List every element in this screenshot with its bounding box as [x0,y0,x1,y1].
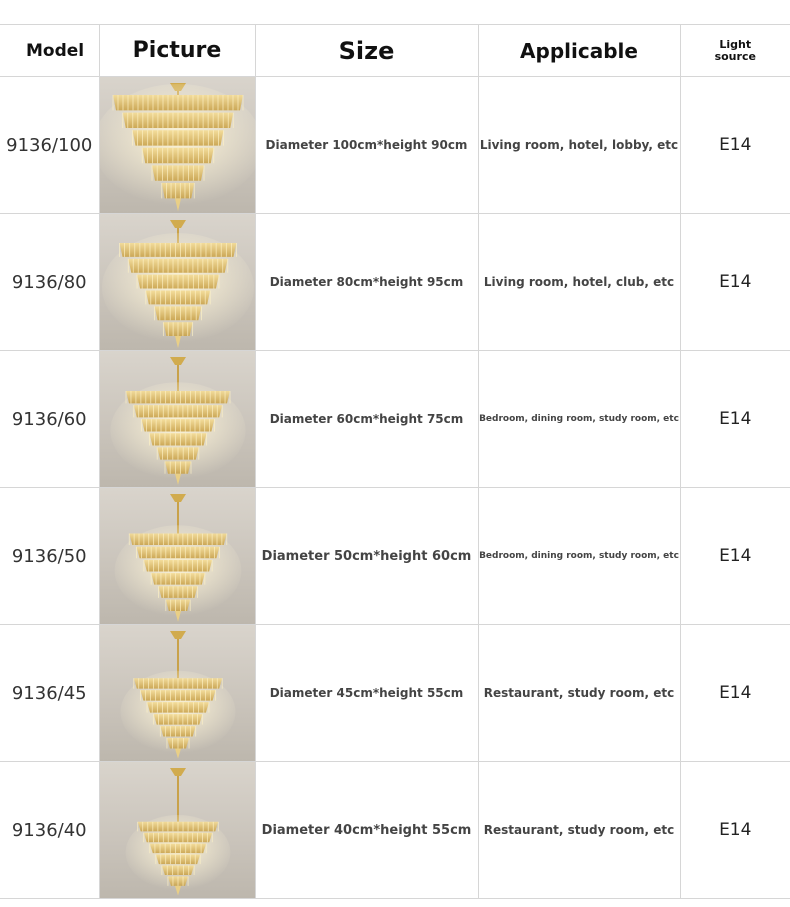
applicable-cell: Bedroom, dining room, study room, etc [478,351,680,488]
size-cell: Diameter 45cm*height 55cm [255,625,478,762]
header-applicable: Applicable [478,25,680,77]
header-light-source-line1: Light [719,37,752,51]
model-cell: 9136/100 [0,77,99,214]
model-cell: 9136/80 [0,214,99,351]
model-cell: 9136/60 [0,351,99,488]
spec-table [0,24,790,899]
size-cell: Diameter 80cm*height 95cm [255,214,478,351]
table-row [0,762,790,899]
picture-cell [99,351,255,488]
table-row [0,77,790,214]
crystal-chandelier-icon [100,762,256,898]
header-model: Model [0,25,99,77]
header-row [0,25,790,77]
light-source-cell: E14 [680,77,790,214]
light-source-cell: E14 [680,351,790,488]
size-cell: Diameter 100cm*height 90cm [255,77,478,214]
size-cell: Diameter 50cm*height 60cm [255,488,478,625]
picture-cell [99,214,255,351]
header-light-source-line2: source [714,49,756,63]
light-source-cell: E14 [680,762,790,899]
light-source-cell: E14 [680,488,790,625]
crystal-chandelier-icon [100,625,256,761]
table-row [0,488,790,625]
light-source-cell: E14 [680,625,790,762]
picture-cell [99,488,255,625]
header-picture: Picture [99,25,255,77]
applicable-cell: Restaurant, study room, etc [478,625,680,762]
model-cell: 9136/45 [0,625,99,762]
picture-cell [99,625,255,762]
crystal-chandelier-icon [100,214,256,350]
header-light-source [680,25,790,77]
picture-cell [99,77,255,214]
table-row [0,214,790,351]
table-row [0,351,790,488]
applicable-cell: Bedroom, dining room, study room, etc [478,488,680,625]
crystal-chandelier-icon [100,351,256,487]
size-cell: Diameter 60cm*height 75cm [255,351,478,488]
crystal-chandelier-icon [100,488,256,624]
light-source-cell: E14 [680,214,790,351]
applicable-cell: Living room, hotel, club, etc [478,214,680,351]
table-row [0,625,790,762]
model-cell: 9136/50 [0,488,99,625]
applicable-cell: Restaurant, study room, etc [478,762,680,899]
picture-cell [99,762,255,899]
header-size: Size [255,25,478,77]
size-cell: Diameter 40cm*height 55cm [255,762,478,899]
model-cell: 9136/40 [0,762,99,899]
applicable-cell: Living room, hotel, lobby, etc [478,77,680,214]
crystal-chandelier-icon [100,77,256,213]
